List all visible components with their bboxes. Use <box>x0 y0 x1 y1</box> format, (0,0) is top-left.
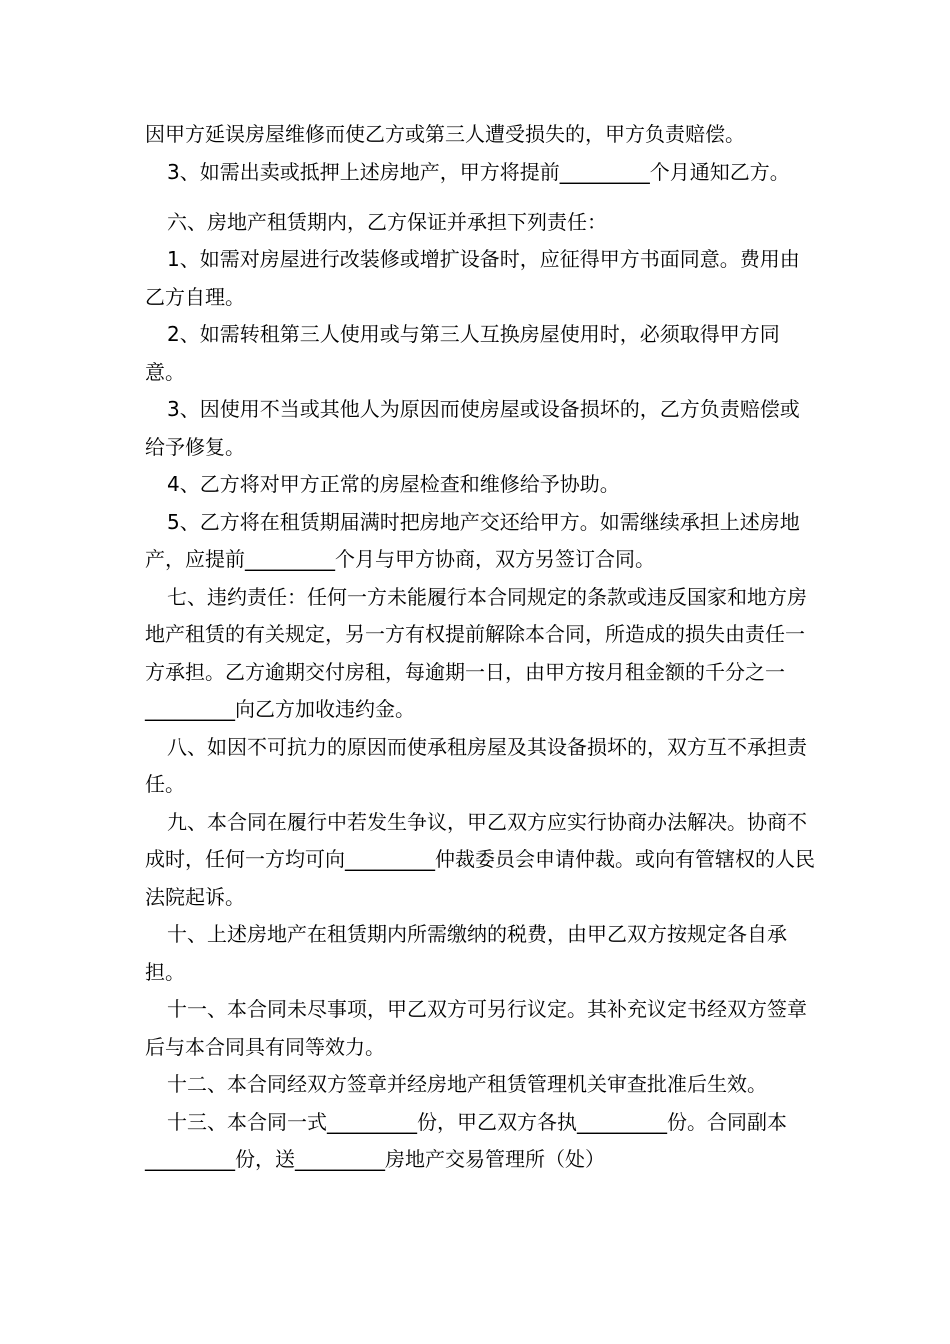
paragraph-inspection-assistance: 4、乙方将对甲方正常的房屋检查和维修给予协助。 <box>167 472 620 496</box>
paragraph-sale-mortgage-notice: 3、如需出卖或抵押上述房地产，甲方将提前_________个月通知乙方。 <box>167 159 790 184</box>
section-breach-liability: 七、违约责任：任何一方未能履行本合同规定的条款或违反国家和地方房地产租赁的有关规定，另一方有权提前解除本合同，所造成的损失由责任一方承担。乙方逾期交付房租，每逾期一日，由甲方按月租金额的千分之一_________向乙方加收违约金。 <box>145 584 807 721</box>
paragraph-sublet-consent: 2、如需转租第三人使用或与第三人互换房屋使用时，必须取得甲方同意。 <box>145 322 780 384</box>
section-supplementary-matters: 十一、本合同未尽事项，甲乙双方可另行议定。其补充议定书经双方签章后与本合同具有同等效力。 <box>145 997 807 1059</box>
section-heading-tenant-duties: 六、房地产租赁期内，乙方保证并承担下列责任： <box>167 209 607 234</box>
contract-body <box>145 116 815 1179</box>
paragraph-lease-expiry: 5、乙方将在租赁期届满时把房地产交还给甲方。如需继续承担上述房地产，应提前_________个月与甲方协商，双方另签订合同。 <box>145 509 800 571</box>
section-copies: 十三、本合同一式_________份，甲乙双方各执_________份。合同副本_________份，送_________房地产交易管理所（处） <box>145 1109 787 1171</box>
section-taxes: 十、上述房地产在租赁期内所需缴纳的税费，由甲乙双方按规定各自承担。 <box>145 922 787 984</box>
paragraph-repair-liability: 因甲方延误房屋维修而使乙方或第三人遭受损失的，甲方负责赔偿。 <box>145 122 745 146</box>
section-dispute-resolution: 九、本合同在履行中若发生争议，甲乙双方应实行协商办法解决。协商不成时，任何一方均可向_________仲裁委员会申请仲裁。或向有管辖权的人民法院起诉。 <box>145 809 815 909</box>
section-effectiveness: 十二、本合同经双方签章并经房地产租赁管理机关审查批准后生效。 <box>167 1072 767 1096</box>
paragraph-renovation-consent: 1、如需对房屋进行改装修或增扩设备时，应征得甲方书面同意。费用由乙方自理。 <box>145 247 800 309</box>
paragraph-damage-compensation: 3、因使用不当或其他人为原因而使房屋或设备损坏的，乙方负责赔偿或给予修复。 <box>145 397 800 459</box>
section-force-majeure: 八、如因不可抗力的原因而使承租房屋及其设备损坏的，双方互不承担责任。 <box>145 734 807 796</box>
